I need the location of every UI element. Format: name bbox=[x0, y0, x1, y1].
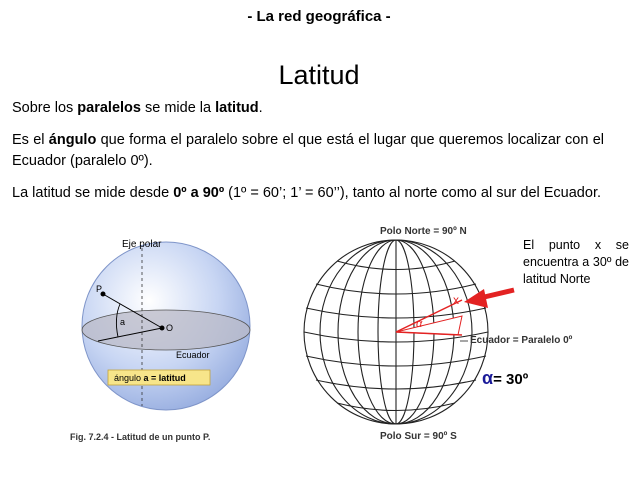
alpha-angle-label: α bbox=[416, 318, 423, 330]
north-pole-label: Polo Norte = 90º N bbox=[380, 226, 467, 237]
latitude-box-text: ángulo a = latitud bbox=[114, 373, 186, 383]
center-point bbox=[160, 326, 165, 331]
point-p-label: P bbox=[96, 284, 103, 294]
paragraph-1: Sobre los paralelos se mide la latitud. bbox=[12, 100, 263, 116]
arrow-head bbox=[464, 289, 488, 308]
paragraph-3: La latitud se mide desde 0º a 90º (1º = 60’; 1’ = 60’’), tanto al norte como al sur del Ecuador. bbox=[12, 185, 601, 201]
equator-label: Ecuador = Paralelo 0º bbox=[470, 335, 573, 346]
page-title: Latitud bbox=[278, 60, 360, 90]
paragraph-2: Es el ángulo que forma el paralelo sobre el que está el lugar que queremos localizar con el Ecuador (paralelo 0º). bbox=[12, 132, 604, 169]
latitude-sphere-figure bbox=[70, 230, 280, 445]
point-x-label: x bbox=[453, 293, 459, 307]
equator-label: Ecuador bbox=[176, 350, 210, 360]
south-pole-label: Polo Sur = 90º S bbox=[380, 431, 457, 442]
angle-label: a bbox=[120, 317, 126, 327]
figure-caption: Fig. 7.2.4 - Latitud de un punto P. bbox=[70, 432, 211, 442]
alpha-value: α= 30º bbox=[482, 368, 529, 388]
section-header: - La red geográfica - bbox=[247, 8, 391, 25]
point-x-note: El punto x se encuentra a 30º de latitud Norte bbox=[523, 238, 629, 286]
center-label: O bbox=[166, 323, 174, 333]
polar-axis-label: Eje polar bbox=[122, 239, 162, 250]
